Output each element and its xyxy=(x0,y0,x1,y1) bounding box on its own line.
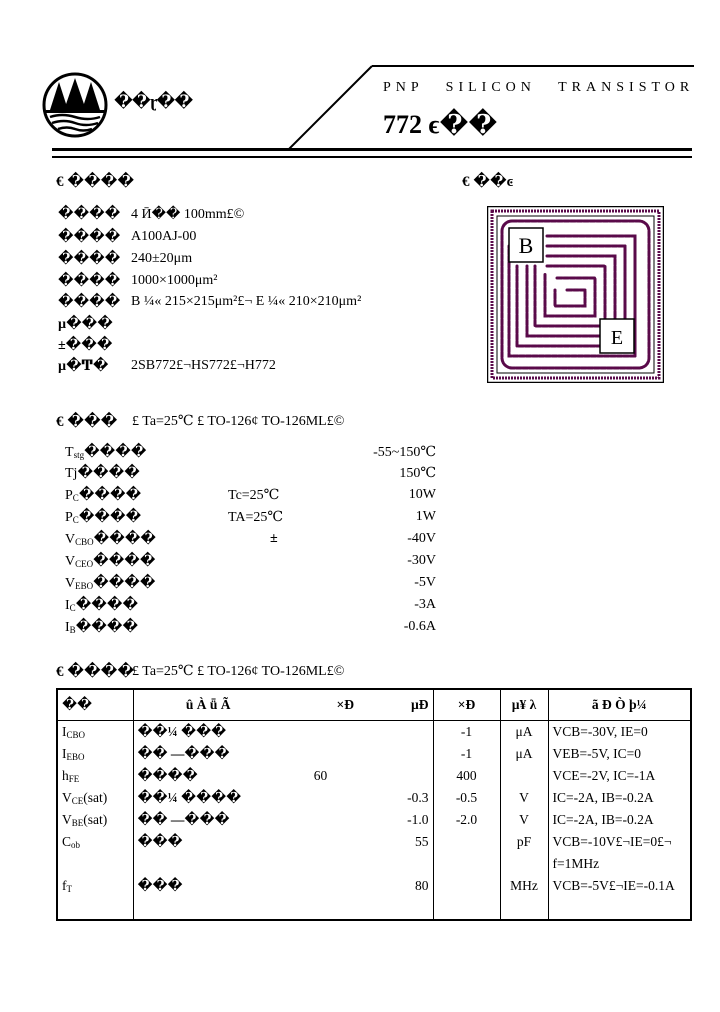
base-pad-label: B xyxy=(518,233,534,258)
cell-symbol: $V_{BE}(sat)$ xyxy=(62,812,108,828)
cell-max: 400 xyxy=(433,765,500,787)
abs-max-symbol: Tj���� xyxy=(65,466,140,481)
cell-typ: -1.0 xyxy=(407,812,429,827)
chip-param-value: 2SB772£¬HS772£¬H772 xyxy=(131,358,276,373)
header-typ: µÐ xyxy=(358,689,433,721)
header-min: ×Ð xyxy=(283,689,358,721)
abs-max-value: 1W xyxy=(415,509,436,524)
header-conditions: ã Ð Ò þ¼ xyxy=(548,689,691,721)
table-row-spacer xyxy=(57,897,691,920)
cell-max xyxy=(433,831,500,853)
header-symbol: �� xyxy=(57,689,133,721)
cell-conditions: IC=-2A, IB=-0.2A xyxy=(548,787,691,809)
abs-max-symbol: $P_C����$ xyxy=(65,488,142,503)
chip-param-value: 240±20μm xyxy=(131,251,193,266)
abs-max-symbol: $V_{CEO}����$ xyxy=(65,554,156,569)
cell-max: -1 xyxy=(433,743,500,765)
cell-unit: V xyxy=(500,809,548,831)
cell-parameter: ��¼ ���� xyxy=(133,787,283,809)
cell-conditions: IC=-2A, IB=-0.2A xyxy=(548,809,691,831)
chip-param-value: 1000×1000μm² xyxy=(131,273,218,288)
abs-max-value: -5V xyxy=(414,575,436,590)
cell-typ: 80 xyxy=(415,878,429,893)
cell-parameter xyxy=(133,853,283,875)
table-row xyxy=(57,721,691,744)
chip-param-label: ���� xyxy=(58,230,121,245)
abs-max-symbol: $T_{stg}����$ xyxy=(65,445,147,460)
abs-max-symbol: $V_{EBO}����$ xyxy=(65,576,156,591)
company-logo-icon xyxy=(42,72,108,138)
cell-min: 60 xyxy=(313,768,328,783)
cell-symbol: $f_T$ xyxy=(62,878,72,894)
abs-max-value: 10W xyxy=(408,487,436,502)
table-row xyxy=(57,765,691,787)
elec-section-title: € ���� xyxy=(56,664,135,680)
cell-unit: pF xyxy=(500,831,548,853)
abs-max-value: -0.6A xyxy=(403,619,436,634)
header-unit: µ¥ λ xyxy=(500,689,548,721)
abs-max-value: -30V xyxy=(407,553,436,568)
cell-conditions: VCB=-30V, IE=0 xyxy=(548,721,691,744)
chip-param-value: 4 Ӣ�� 100mm£© xyxy=(131,207,245,222)
cell-symbol: $C_{ob}$ xyxy=(62,834,81,850)
cell-conditions: VEB=-5V, IC=0 xyxy=(548,743,691,765)
abs-max-condition-cell: Tc=25℃ xyxy=(228,488,280,503)
cell-symbol: $h_{FE}$ xyxy=(62,768,80,784)
cell-unit: MHz xyxy=(500,875,548,897)
cell-conditions: f=1MHz xyxy=(548,853,691,875)
diagram-section-title: € ��ͼ xyxy=(462,174,514,190)
table-row xyxy=(57,809,691,831)
cell-typ: -0.3 xyxy=(407,790,429,805)
chip-param-label: ���� xyxy=(58,207,121,222)
cell-parameter: ���� xyxy=(133,765,283,787)
cell-symbol xyxy=(57,853,133,875)
abs-max-condition-cell: TA=25℃ xyxy=(228,510,284,525)
cell-max xyxy=(433,875,500,897)
chip-section-title: € ���� xyxy=(56,174,135,190)
chip-param-label: ±��� xyxy=(58,338,113,353)
cell-typ xyxy=(358,743,433,765)
cell-typ xyxy=(358,765,433,787)
table-row xyxy=(57,875,691,897)
abs-max-value: 150℃ xyxy=(399,466,436,481)
cell-min xyxy=(283,809,358,831)
abs-max-value: -55~150℃ xyxy=(373,445,436,460)
table-row xyxy=(57,831,691,853)
electrical-characteristics-table xyxy=(56,688,692,921)
model-title: 772 ϵ�� xyxy=(383,110,498,139)
cell-typ xyxy=(358,721,433,744)
abs-max-symbol: $P_C����$ xyxy=(65,510,142,525)
cell-min xyxy=(283,831,358,853)
cell-unit: V xyxy=(500,787,548,809)
emitter-pad-label: E xyxy=(610,327,624,349)
cell-conditions: VCB=-5V£¬IE=-0.1A xyxy=(548,875,691,897)
cell-parameter: ��� xyxy=(133,831,283,853)
chip-param-label: µ��� xyxy=(58,317,113,332)
cell-parameter: ��¼ ��� xyxy=(133,721,283,744)
abs-max-section-title: € ��� xyxy=(56,414,118,430)
cell-conditions: VCB=-10V£¬IE=0£¬ xyxy=(548,831,691,853)
table-header-row xyxy=(57,689,691,721)
chip-param-value: A100AJ-00 xyxy=(131,229,197,244)
chip-param-label: ���� xyxy=(58,274,121,289)
abs-max-symbol: $I_C����$ xyxy=(65,598,139,613)
table-row xyxy=(57,853,691,875)
cell-max xyxy=(433,853,500,875)
cell-parameter: �� —��� xyxy=(133,809,283,831)
cell-symbol: $V_{CE}(sat)$ xyxy=(62,790,108,806)
cell-max: -0.5 xyxy=(433,787,500,809)
cell-min xyxy=(283,875,358,897)
abs-max-symbol: $V_{CBO}����$ xyxy=(65,532,156,547)
chip-param-label: ���� xyxy=(58,252,121,267)
abs-max-condition-cell: ± xyxy=(270,531,278,546)
cell-parameter: �� —��� xyxy=(133,743,283,765)
table-row xyxy=(57,787,691,809)
header-rule-thin xyxy=(52,156,692,158)
abs-max-symbol: $I_B����$ xyxy=(65,620,139,635)
cell-min xyxy=(283,721,358,744)
cell-min xyxy=(283,743,358,765)
cell-parameter: ��� xyxy=(133,875,283,897)
cell-unit: μA xyxy=(500,743,548,765)
cell-typ xyxy=(358,853,433,875)
cell-symbol: $I_{EBO}$ xyxy=(62,746,85,762)
header-parameter: û À ǖ Ã xyxy=(133,689,283,721)
company-name: ��ɽ�� xyxy=(114,92,193,111)
cell-symbol: $I_{CBO}$ xyxy=(62,724,86,740)
header-rule xyxy=(52,148,692,151)
cell-unit: μA xyxy=(500,721,548,744)
cell-conditions: VCE=-2V, IC=-1A xyxy=(548,765,691,787)
table-row xyxy=(57,743,691,765)
chip-param-value: B ¼« 215×215μm²£¬ E ¼« 210×210μm² xyxy=(131,294,362,309)
document-subtitle: PNP SILICON TRANSISTOR xyxy=(383,80,695,95)
cell-max: -2.0 xyxy=(433,809,500,831)
chip-layout-diagram xyxy=(487,206,664,383)
cell-unit xyxy=(500,853,548,875)
cell-unit xyxy=(500,765,548,787)
abs-max-value: -40V xyxy=(407,531,436,546)
chip-param-label: ���� xyxy=(58,295,121,310)
chip-param-label: µ�Ͳ� xyxy=(58,359,109,374)
elec-condition: £ Ta=25℃ £ TO-126¢ TO-126ML£© xyxy=(132,664,345,679)
cell-max: -1 xyxy=(433,721,500,744)
abs-max-value: -3A xyxy=(414,597,436,612)
cell-min xyxy=(283,853,358,875)
cell-typ: 55 xyxy=(415,834,429,849)
header-max: ×Ð xyxy=(433,689,500,721)
abs-max-condition: £ Ta=25℃ £ TO-126¢ TO-126ML£© xyxy=(132,414,345,429)
cell-min xyxy=(283,787,358,809)
